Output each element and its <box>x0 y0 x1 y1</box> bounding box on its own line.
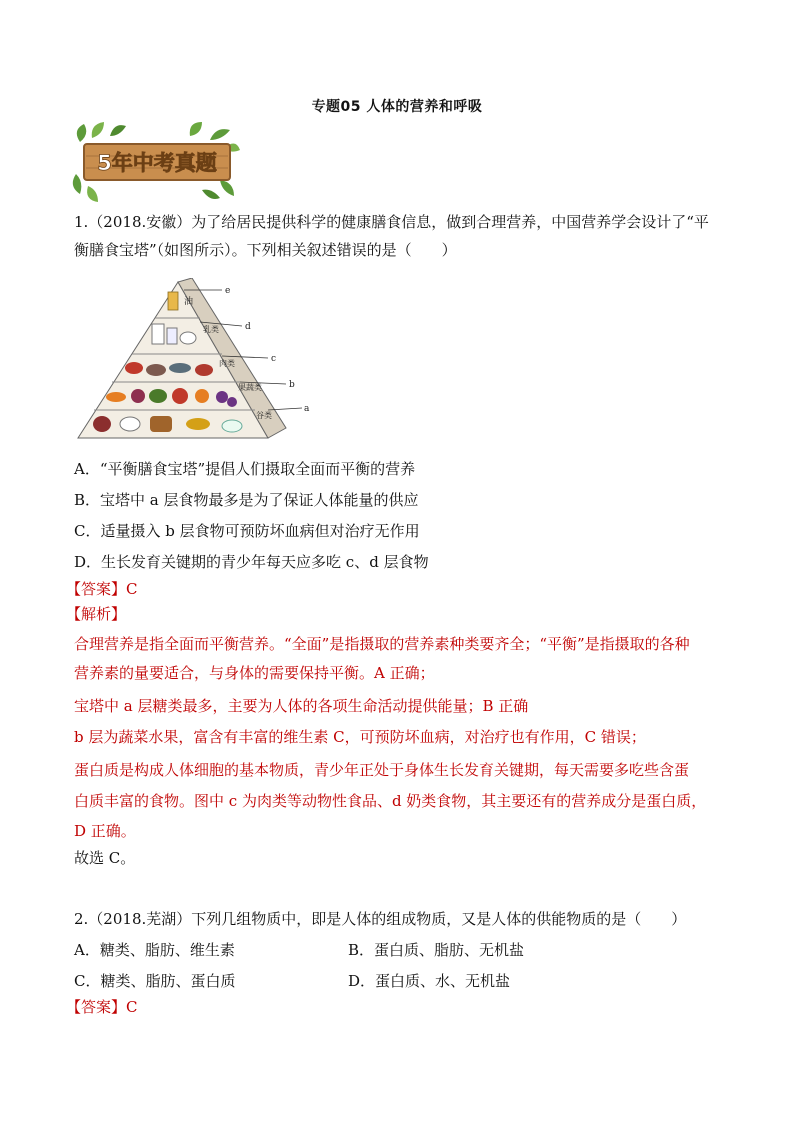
answer-tag: 【答案】 <box>66 580 127 598</box>
q2-option-c: C．糖类、脂肪、蛋白质 <box>74 972 236 990</box>
layer-label-dairy: 乳类 <box>203 325 219 334</box>
q1-stem-line2: 衡膳食宝塔”（如图所示）。下列相关叙述错误的是（ ） <box>74 241 457 259</box>
q2-option-b: B．蛋白质、脂肪、无机盐 <box>348 941 525 959</box>
pointer-c: c <box>271 354 277 364</box>
q1-analysis-line6: 白质丰富的食物。图中 c 为肉类等动物性食品、d 奶类食物，其主要还有的营养成分是蛋白质， <box>74 792 707 810</box>
pointer-e: e <box>225 286 231 296</box>
q1-option-c: C．适量摄入 b 层食物可预防坏血病但对治疗无作用 <box>74 522 420 540</box>
layer-label-fruit-veg: 果蔬类 <box>238 383 262 392</box>
q1-analysis-line1: 合理营养是指全面而平衡营养。“全面”是指摄取的营养素种类要齐全；“平衡”是指摄取的各种 <box>74 635 690 653</box>
page-title: 专题05 人体的营养和呼吸 <box>311 99 483 115</box>
q2-stem: 2.（2018.芜湖）下列几组物质中，即是人体的组成物质，又是人体的供能物质的是（ ） <box>74 910 687 928</box>
answer-value: C <box>126 580 138 598</box>
q1-option-b: B．宝塔中 a 层食物最多是为了保证人体能量的供应 <box>74 491 419 509</box>
q1-analysis-line7: D 正确。 <box>74 822 136 840</box>
q2-answer <box>66 994 726 1020</box>
q2-option-d: D．蛋白质、水、无机盐 <box>348 972 511 990</box>
q1-analysis-tag: 【解析】 <box>66 605 127 623</box>
q1-conclusion: 故选 C。 <box>74 849 136 867</box>
banner-text: 5年中考真题 <box>97 151 217 175</box>
q1-analysis-line2: 营养素的量要适合，与身体的需要保持平衡。A 正确； <box>74 664 435 682</box>
section-banner <box>70 120 240 204</box>
q1-answer <box>66 576 726 602</box>
pointer-b: b <box>289 380 295 390</box>
food-pyramid-figure <box>72 278 312 446</box>
q1-analysis-line4: b 层为蔬菜水果，富含有丰富的维生素 C，可预防坏血病，对治疗也有作用，C 错误； <box>74 728 646 746</box>
answer-tag: 【答案】 <box>66 998 127 1016</box>
q1-option-a: A．“平衡膳食宝塔”提倡人们摄取全面而平衡的营养 <box>74 460 416 478</box>
oil-icon <box>168 292 178 310</box>
layer-label-meat: 肉类 <box>219 359 235 368</box>
q2-option-a: A．糖类、脂肪、维生素 <box>74 941 235 959</box>
q1-option-d: D．生长发育关键期的青少年每天应多吃 c、d 层食物 <box>74 553 429 571</box>
pointer-d: d <box>245 322 251 332</box>
pointer-a: a <box>304 404 310 414</box>
layer-label-oil: 油 <box>184 297 194 307</box>
answer-value: C <box>126 998 138 1016</box>
layer-label-grain: 谷类 <box>256 411 272 420</box>
q1-analysis-line3: 宝塔中 a 层糖类最多，主要为人体的各项生命活动提供能量；B 正确 <box>74 697 529 715</box>
q1-analysis-line5: 蛋白质是构成人体细胞的基本物质，青少年正处于身体生长发育关键期，每天需要多吃些含蛋 <box>74 761 690 779</box>
q1-stem-line1: 1.（2018.安徽）为了给居民提供科学的健康膳食信息，做到合理营养，中国营养学会设计了“平 <box>74 213 709 231</box>
